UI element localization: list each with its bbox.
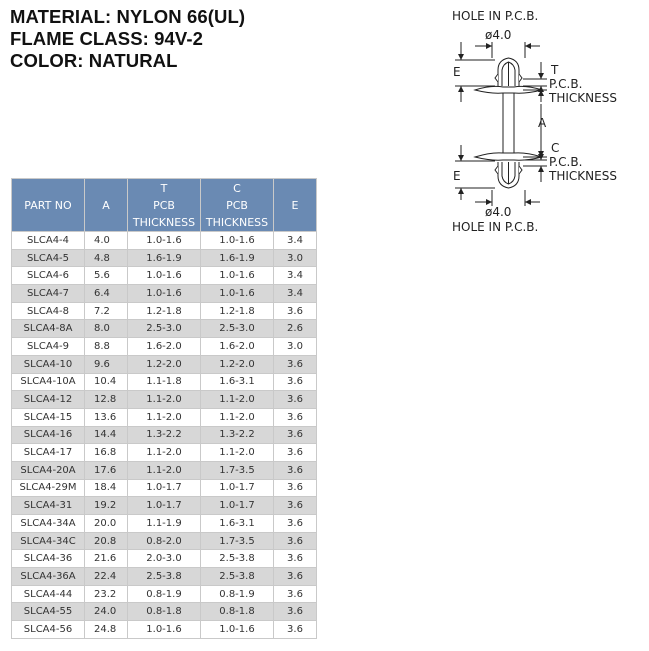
- spacer-support-diagram: [445, 4, 649, 244]
- header-part-no: PART NO: [12, 179, 85, 232]
- t-cell: 1.6-1.9: [128, 249, 201, 267]
- table-row: [12, 532, 317, 550]
- table-header-row: [12, 179, 317, 232]
- e-label-bottom: E: [453, 169, 461, 183]
- c-cell: 1.0-1.6: [201, 621, 274, 639]
- a-cell: 4.8: [85, 249, 128, 267]
- bottom-clip-icon: [495, 162, 522, 188]
- part-no-cell: SLCA4-36: [12, 550, 85, 568]
- table-row: [12, 621, 317, 639]
- a-cell: 21.6: [85, 550, 128, 568]
- e-cell: 3.6: [274, 391, 317, 409]
- e-cell: 3.6: [274, 461, 317, 479]
- header-a: A: [85, 179, 128, 232]
- c-cell: 2.5-3.8: [201, 568, 274, 586]
- part-no-cell: SLCA4-31: [12, 497, 85, 515]
- a-cell: 20.0: [85, 515, 128, 533]
- table-row: [12, 444, 317, 462]
- a-cell: 17.6: [85, 461, 128, 479]
- t-cell: 1.0-1.6: [128, 621, 201, 639]
- table-body: [12, 232, 317, 639]
- part-no-cell: SLCA4-9: [12, 338, 85, 356]
- c-cell: 1.7-3.5: [201, 461, 274, 479]
- pcb-label-top: P.C.B.: [549, 77, 583, 91]
- c-cell: 1.0-1.7: [201, 479, 274, 497]
- e-cell: 3.6: [274, 603, 317, 621]
- c-label: C: [551, 141, 560, 155]
- e-cell: 3.6: [274, 497, 317, 515]
- table-row: [12, 355, 317, 373]
- part-no-cell: SLCA4-44: [12, 585, 85, 603]
- t-cell: 1.1-2.0: [128, 444, 201, 462]
- a-cell: 16.8: [85, 444, 128, 462]
- hole-label-top: HOLE IN P.C.B.: [452, 9, 539, 23]
- a-cell: 24.8: [85, 621, 128, 639]
- c-cell: 1.7-3.5: [201, 532, 274, 550]
- table-row: [12, 497, 317, 515]
- c-cell: 1.0-1.6: [201, 285, 274, 303]
- table-row: [12, 302, 317, 320]
- table-row: [12, 568, 317, 586]
- c-cell: 1.6-3.1: [201, 373, 274, 391]
- a-cell: 24.0: [85, 603, 128, 621]
- t-cell: 1.0-1.6: [128, 232, 201, 250]
- table-row: [12, 479, 317, 497]
- t-cell: 0.8-2.0: [128, 532, 201, 550]
- c-cell: 0.8-1.9: [201, 585, 274, 603]
- e-cell: 3.4: [274, 285, 317, 303]
- c-cell: 1.2-2.0: [201, 355, 274, 373]
- material-spec: MATERIAL: NYLON 66(UL): [10, 6, 246, 27]
- t-label: T: [551, 63, 559, 77]
- table-row: [12, 461, 317, 479]
- e-cell: 3.6: [274, 550, 317, 568]
- a-cell: 20.8: [85, 532, 128, 550]
- e-cell: 3.6: [274, 355, 317, 373]
- t-cell: 1.0-1.7: [128, 497, 201, 515]
- a-cell: 23.2: [85, 585, 128, 603]
- a-cell: 12.8: [85, 391, 128, 409]
- a-cell: 9.6: [85, 355, 128, 373]
- e-cell: 3.6: [274, 408, 317, 426]
- part-no-cell: SLCA4-16: [12, 426, 85, 444]
- a-cell: 10.4: [85, 373, 128, 391]
- e-cell: 3.4: [274, 232, 317, 250]
- parts-table: [11, 178, 317, 639]
- e-cell: 3.6: [274, 621, 317, 639]
- c-cell: 2.5-3.8: [201, 550, 274, 568]
- c-cell: 1.0-1.6: [201, 232, 274, 250]
- part-no-cell: SLCA4-34C: [12, 532, 85, 550]
- table-row: [12, 267, 317, 285]
- pcb-label-bottom: P.C.B.: [549, 155, 583, 169]
- t-cell: 1.1-1.9: [128, 515, 201, 533]
- part-no-cell: SLCA4-8: [12, 302, 85, 320]
- t-cell: 1.3-2.2: [128, 426, 201, 444]
- a-cell: 5.6: [85, 267, 128, 285]
- table-row: [12, 603, 317, 621]
- header-t: T PCB THICKNESS: [128, 179, 201, 232]
- t-cell: 0.8-1.8: [128, 603, 201, 621]
- e-cell: 3.4: [274, 267, 317, 285]
- a-cell: 22.4: [85, 568, 128, 586]
- t-cell: 2.5-3.8: [128, 568, 201, 586]
- e-cell: 3.6: [274, 532, 317, 550]
- e-cell: 3.0: [274, 338, 317, 356]
- top-clip-icon: [495, 58, 522, 86]
- thickness-label-bottom: THICKNESS: [549, 169, 617, 183]
- t-cell: 1.1-2.0: [128, 408, 201, 426]
- table-row: [12, 320, 317, 338]
- part-no-cell: SLCA4-20A: [12, 461, 85, 479]
- t-cell: 1.0-1.7: [128, 479, 201, 497]
- a-cell: 19.2: [85, 497, 128, 515]
- c-cell: 1.3-2.2: [201, 426, 274, 444]
- t-cell: 1.1-2.0: [128, 391, 201, 409]
- t-cell: 1.2-1.8: [128, 302, 201, 320]
- a-cell: 13.6: [85, 408, 128, 426]
- part-no-cell: SLCA4-10: [12, 355, 85, 373]
- e-cell: 3.6: [274, 515, 317, 533]
- diameter-label-bottom: ø4.0: [485, 205, 512, 219]
- c-cell: 0.8-1.8: [201, 603, 274, 621]
- part-no-cell: SLCA4-55: [12, 603, 85, 621]
- a-cell: 7.2: [85, 302, 128, 320]
- part-no-cell: SLCA4-56: [12, 621, 85, 639]
- table-row: [12, 515, 317, 533]
- c-cell: 1.6-2.0: [201, 338, 274, 356]
- header-e: E: [274, 179, 317, 232]
- t-cell: 1.1-2.0: [128, 461, 201, 479]
- e-cell: 3.6: [274, 426, 317, 444]
- part-no-cell: SLCA4-4: [12, 232, 85, 250]
- t-cell: 1.6-2.0: [128, 338, 201, 356]
- e-label-top: E: [453, 65, 461, 79]
- spec-block: [10, 6, 245, 72]
- thickness-label-top: THICKNESS: [549, 91, 617, 105]
- c-cell: 1.6-1.9: [201, 249, 274, 267]
- e-cell: 2.6: [274, 320, 317, 338]
- part-no-cell: SLCA4-12: [12, 391, 85, 409]
- t-cell: 1.2-2.0: [128, 355, 201, 373]
- e-cell: 3.6: [274, 568, 317, 586]
- table-row: [12, 232, 317, 250]
- spacer-shaft-icon: [503, 93, 514, 153]
- part-no-cell: SLCA4-8A: [12, 320, 85, 338]
- color-spec: COLOR: NATURAL: [10, 50, 178, 71]
- c-cell: 1.6-3.1: [201, 515, 274, 533]
- part-no-cell: SLCA4-34A: [12, 515, 85, 533]
- table-row: [12, 391, 317, 409]
- table-row: [12, 408, 317, 426]
- table-row: [12, 426, 317, 444]
- table-row: [12, 249, 317, 267]
- c-cell: 1.1-2.0: [201, 444, 274, 462]
- table-row: [12, 338, 317, 356]
- diameter-label-top: ø4.0: [485, 28, 512, 42]
- e-cell: 3.6: [274, 479, 317, 497]
- part-no-cell: SLCA4-29M: [12, 479, 85, 497]
- a-cell: 4.0: [85, 232, 128, 250]
- a-cell: 8.8: [85, 338, 128, 356]
- a-cell: 18.4: [85, 479, 128, 497]
- header-c: C PCB THICKNESS: [201, 179, 274, 232]
- hole-label-bottom: HOLE IN P.C.B.: [452, 220, 539, 234]
- part-no-cell: SLCA4-36A: [12, 568, 85, 586]
- flame-class-spec: FLAME CLASS: 94V-2: [10, 28, 203, 49]
- t-cell: 2.0-3.0: [128, 550, 201, 568]
- c-cell: 2.5-3.0: [201, 320, 274, 338]
- t-cell: 2.5-3.0: [128, 320, 201, 338]
- e-cell: 3.6: [274, 302, 317, 320]
- part-no-cell: SLCA4-7: [12, 285, 85, 303]
- a-cell: 6.4: [85, 285, 128, 303]
- a-cell: 14.4: [85, 426, 128, 444]
- table-row: [12, 585, 317, 603]
- part-no-cell: SLCA4-17: [12, 444, 85, 462]
- a-cell: 8.0: [85, 320, 128, 338]
- c-cell: 1.0-1.6: [201, 267, 274, 285]
- t-cell: 0.8-1.9: [128, 585, 201, 603]
- part-no-cell: SLCA4-15: [12, 408, 85, 426]
- t-cell: 1.0-1.6: [128, 285, 201, 303]
- c-cell: 1.1-2.0: [201, 391, 274, 409]
- part-no-cell: SLCA4-6: [12, 267, 85, 285]
- e-cell: 3.6: [274, 373, 317, 391]
- e-cell: 3.0: [274, 249, 317, 267]
- table-row: [12, 373, 317, 391]
- a-label: A: [538, 116, 547, 130]
- part-no-cell: SLCA4-5: [12, 249, 85, 267]
- t-cell: 1.0-1.6: [128, 267, 201, 285]
- table-row: [12, 550, 317, 568]
- e-cell: 3.6: [274, 585, 317, 603]
- part-no-cell: SLCA4-10A: [12, 373, 85, 391]
- t-cell: 1.1-1.8: [128, 373, 201, 391]
- table-row: [12, 285, 317, 303]
- c-cell: 1.2-1.8: [201, 302, 274, 320]
- c-cell: 1.0-1.7: [201, 497, 274, 515]
- e-cell: 3.6: [274, 444, 317, 462]
- c-cell: 1.1-2.0: [201, 408, 274, 426]
